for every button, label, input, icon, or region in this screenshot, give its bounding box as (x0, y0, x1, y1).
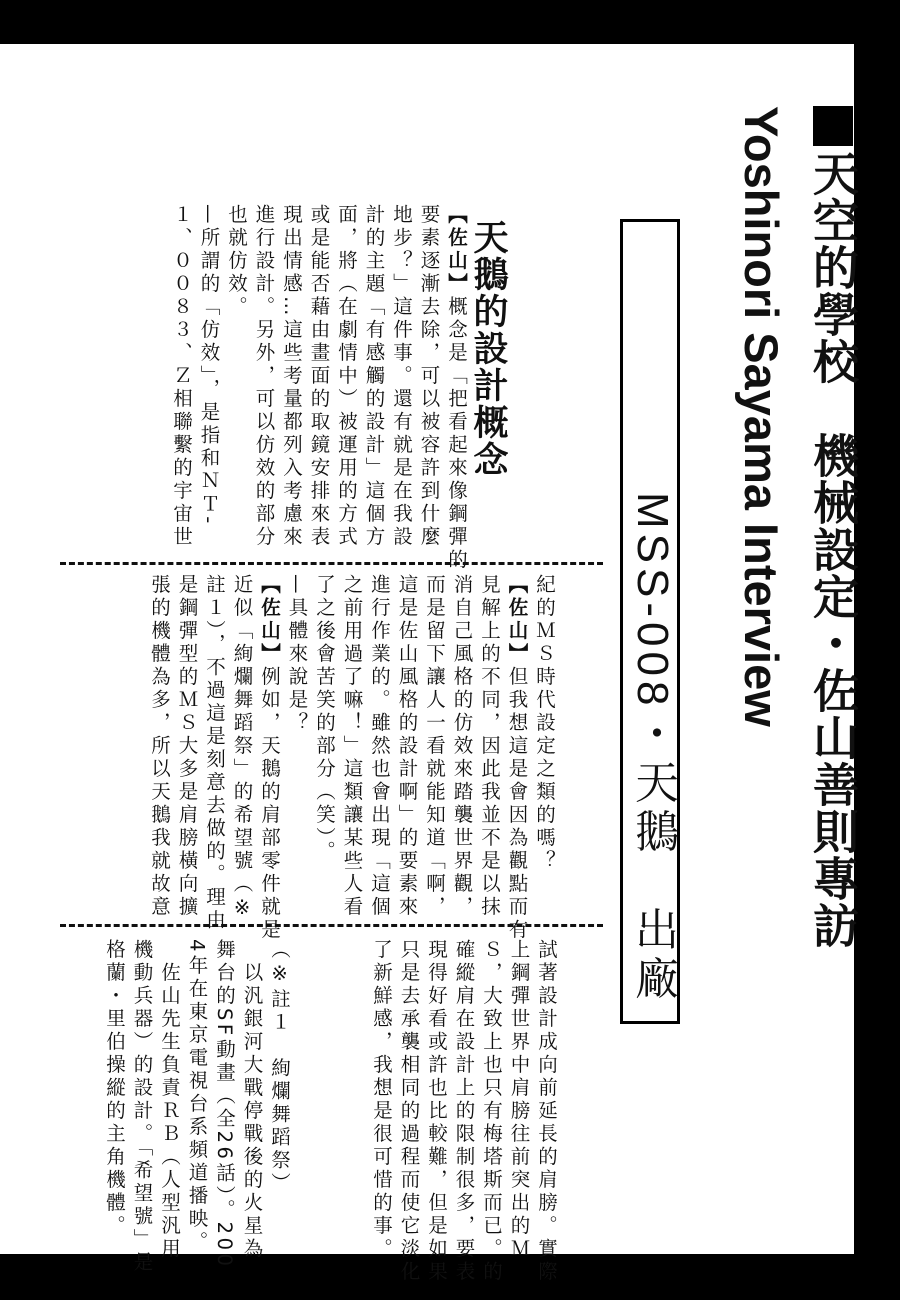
text-column: 格蘭・里伯操縱的主角機體。 (103, 939, 126, 1238)
text-column: 而是留下讓人一看就能知道「啊， (423, 574, 446, 919)
text-column: 註１），不過這是刻意去做的。理由 (203, 574, 226, 933)
page-title: 天空的學校 機械設定・佐山善則專訪 (800, 106, 866, 949)
section-heading: 天鵝的設計概念 (468, 219, 508, 478)
interview-text-block-3 (330, 939, 560, 1284)
text-column: 計的主題「有感觸的設計」這個方 (362, 204, 386, 549)
title-square-bullet (813, 106, 853, 146)
text-column: 現出情感…這些考量都列入考慮來 (280, 204, 303, 549)
text-column (256, 574, 284, 942)
speaker-tag: 【佐山】 (505, 574, 529, 666)
text-column (503, 574, 531, 942)
text-column: —所謂的「仿效」，是指和ＮＴ- (197, 204, 221, 527)
text-column: 進行設計。另外，可以仿效的部分 (252, 204, 276, 549)
text-column: 也就仿效。 (225, 204, 248, 319)
text-column: 現得好看或許也比較難，但是如果 (425, 939, 448, 1284)
text-column: 佐山先生負責ＲＢ（人型汎用 (158, 939, 181, 1261)
text-column: 試著設計成向前延長的肩膀。實際 (535, 939, 558, 1284)
speaker-tag: 【佐山】 (445, 204, 468, 296)
text-column: 紀的ＭＳ時代設定之類的嗎？ (533, 574, 556, 873)
text-column: 見解上的不同，因此我並不是以抹 (478, 574, 501, 919)
text-column: 舞台的SF動畫（全26話）。200 (213, 939, 236, 1270)
text-column: 要素逐漸去除，可以被容許到什麼 (417, 204, 441, 549)
text-column: Ｓ，大致上也只有梅塔斯而已。的 (480, 939, 503, 1284)
speaker-text: 例如，天鵝的肩部零件就是 (258, 666, 281, 942)
text-column: 是鋼彈型的ＭＳ大多是肩膀橫向擴 (175, 574, 199, 919)
text-column: 了新鮮感，我想是很可惜的事。 (370, 939, 393, 1261)
text-column: 消自己風格的仿效來踏襲世界觀， (450, 574, 474, 919)
text-column: 近似「絢爛舞蹈祭」的希望號（※ (230, 574, 254, 923)
text-column: 之前用過了嘛！」這類讓某些人看 (340, 574, 364, 919)
interview-text-block-2 (78, 574, 558, 942)
text-column: 進行作業的。雖然也會出現「這個 (368, 574, 391, 919)
magazine-page (0, 44, 860, 1284)
speaker-tag: 【佐山】 (258, 574, 281, 666)
mobile-suit-label: MSS-008・天鵝 出廠 (628, 492, 677, 1005)
text-column (443, 204, 471, 572)
text-column: 只是去承襲相同的過程而使它淡化 (397, 939, 421, 1284)
page-subtitle-english: Yoshinori Sayama Interview (735, 106, 788, 727)
text-column: 確縱肩在設計上的限制很多，要表 (452, 939, 476, 1284)
text-column: （※註１ 絢爛舞蹈祭） (268, 939, 291, 1196)
text-column: 機動兵器）的設計。「希望號」是 (130, 939, 154, 1275)
footnote (78, 939, 293, 1275)
speaker-text: 但我想這是會因為觀點而有 (505, 666, 529, 942)
text-column: 了之後會苦笑的部分（笑）。 (313, 574, 336, 864)
text-column: 張的機體為多，所以天鵝我就故意 (148, 574, 171, 919)
divider-upper (60, 562, 603, 565)
text-column: 以汎銀河大戰停戰後的火星為 (240, 939, 264, 1261)
speaker-text: 概念是「把看起來像鋼彈的 (445, 296, 468, 572)
text-column: １、００８３、Ｚ相聯繫的宇宙世 (170, 204, 193, 549)
text-column: 上鋼彈世界中肩膀往前突出的Ｍ (507, 939, 531, 1261)
text-column: 或是能否藉由畫面的取鏡安排來表 (307, 204, 331, 549)
text-column: 地步？」這件事。還有就是在我設 (390, 204, 413, 549)
text-column: —具體來說是？ (285, 574, 309, 735)
text-column: 4年在東京電視台系頻道播映。 (185, 939, 209, 1254)
interview-text-block-1 (80, 204, 470, 572)
text-column: 面，將（在劇情中）被運用的方式 (335, 204, 358, 549)
text-column: 這是佐山風格的設計啊」的要素來 (395, 574, 419, 919)
